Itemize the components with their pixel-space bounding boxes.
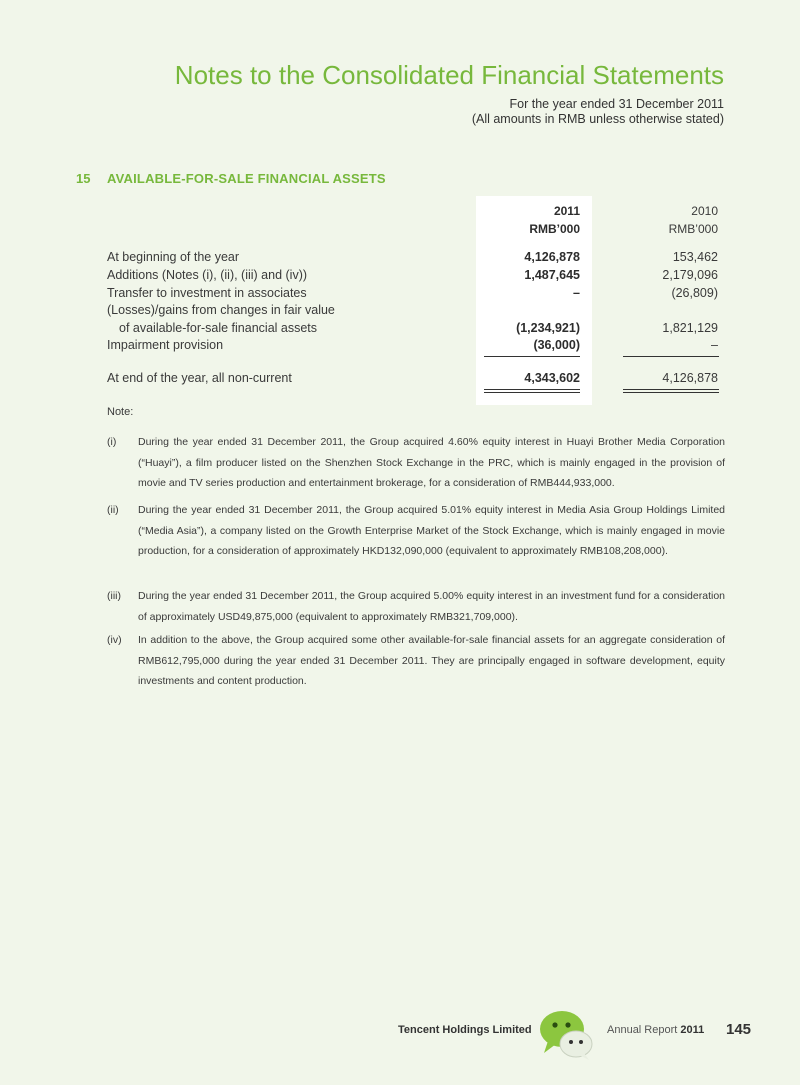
total-double-rule-2010 — [623, 392, 719, 393]
col-2011-unit: RMB’000 — [529, 222, 580, 236]
table-row-label: (Losses)/gains from changes in fair value — [107, 303, 335, 317]
total-double-rule-2010 — [623, 389, 719, 390]
table-total-2011: 4,343,602 — [524, 371, 580, 385]
total-double-rule-2011 — [484, 392, 580, 393]
page-number: 145 — [726, 1021, 752, 1038]
table-row-label-continued: of available-for-sale financial assets — [119, 321, 318, 335]
note-item — [107, 586, 725, 627]
subtotal-rule-2010 — [623, 356, 719, 357]
wechat-logo-icon — [536, 1007, 596, 1061]
note-marker: (iv) — [107, 634, 122, 646]
col-2010-year: 2010 — [691, 204, 718, 218]
table-row-label: Transfer to investment in associates — [107, 286, 307, 300]
table-cell-2011: (1,234,921) — [516, 321, 580, 335]
col-2011-year: 2011 — [553, 204, 580, 218]
note-text: During the year ended 31 December 2011, the Group acquired 4.60% equity interest in Huayi Brother Media Corporation (“Huayi”), a film producer listed on the Shenzhen Stock Exchange in the PRC, which is mainly engaged in the provision of movie and TV series production and entertainment brokerage, for a consideration of RMB444,933,000. — [138, 436, 725, 489]
note-item — [107, 630, 725, 692]
col-2010-unit: RMB’000 — [668, 222, 718, 236]
footer-report-year: 2011 — [680, 1024, 705, 1036]
note-marker: (i) — [107, 436, 117, 448]
table-cell-2011: (36,000) — [533, 338, 580, 352]
currency-subtitle: (All amounts in RMB unless otherwise stated) — [471, 112, 724, 126]
table-row-label: Additions (Notes (i), (ii), (iii) and (iv)) — [107, 268, 308, 282]
footer-report-label — [607, 1024, 704, 1036]
table-cell-2010: (26,809) — [671, 286, 718, 300]
table-cell-2010: 153,462 — [672, 250, 718, 264]
section-title: AVAILABLE-FOR-SALE FINANCIAL ASSETS — [107, 171, 386, 186]
table-row-label: At beginning of the year — [107, 250, 240, 264]
table-cell-2011: 4,126,878 — [524, 250, 580, 264]
table-cell-2010: 2,179,096 — [662, 268, 718, 282]
note-marker: (iii) — [107, 590, 121, 602]
note-text: During the year ended 31 December 2011, the Group acquired 5.00% equity interest in an investment fund for a consideration of approximately USD49,875,000 (equivalent to approximately RMB321,709,000). — [138, 590, 725, 623]
note-item — [107, 432, 725, 494]
table-cell-2010: 1,821,129 — [662, 321, 718, 335]
note-text: In addition to the above, the Group acquired some other available-for-sale financial assets for an aggregate consideration of RMB612,795,000 during the year ended 31 December 2011. They are principally engaged in software development, equity investments and content production. — [138, 634, 725, 687]
table-cell-2011: 1,487,645 — [524, 268, 580, 282]
table-cell-2010: – — [711, 338, 718, 352]
footer-report-text: Annual Report — [607, 1024, 678, 1036]
table-cell-2011: – — [573, 286, 580, 300]
table-total-label: At end of the year, all non-current — [107, 371, 292, 385]
note-text: During the year ended 31 December 2011, the Group acquired 5.01% equity interest in Media Asia Group Holdings Limited (“Media Asia”), a company listed on the Growth Enterprise Market of the Stock Exchange, which is mainly engaged in movie production, for a consideration of approximately HKD132,090,000 (equivalent to approximately RMB108,208,000). — [138, 504, 725, 557]
notes-heading: Note: — [107, 406, 134, 418]
section-number: 15 — [76, 171, 91, 186]
table-row-label: Impairment provision — [107, 338, 224, 352]
note-marker: (ii) — [107, 504, 119, 516]
page-title: Notes to the Consolidated Financial Statements — [174, 60, 724, 90]
period-subtitle: For the year ended 31 December 2011 — [509, 97, 724, 111]
footer-company-name: Tencent Holdings Limited — [398, 1024, 532, 1036]
subtotal-rule-2011 — [484, 356, 580, 357]
table-total-2010: 4,126,878 — [662, 371, 718, 385]
total-double-rule-2011 — [484, 389, 580, 390]
note-item — [107, 500, 725, 562]
